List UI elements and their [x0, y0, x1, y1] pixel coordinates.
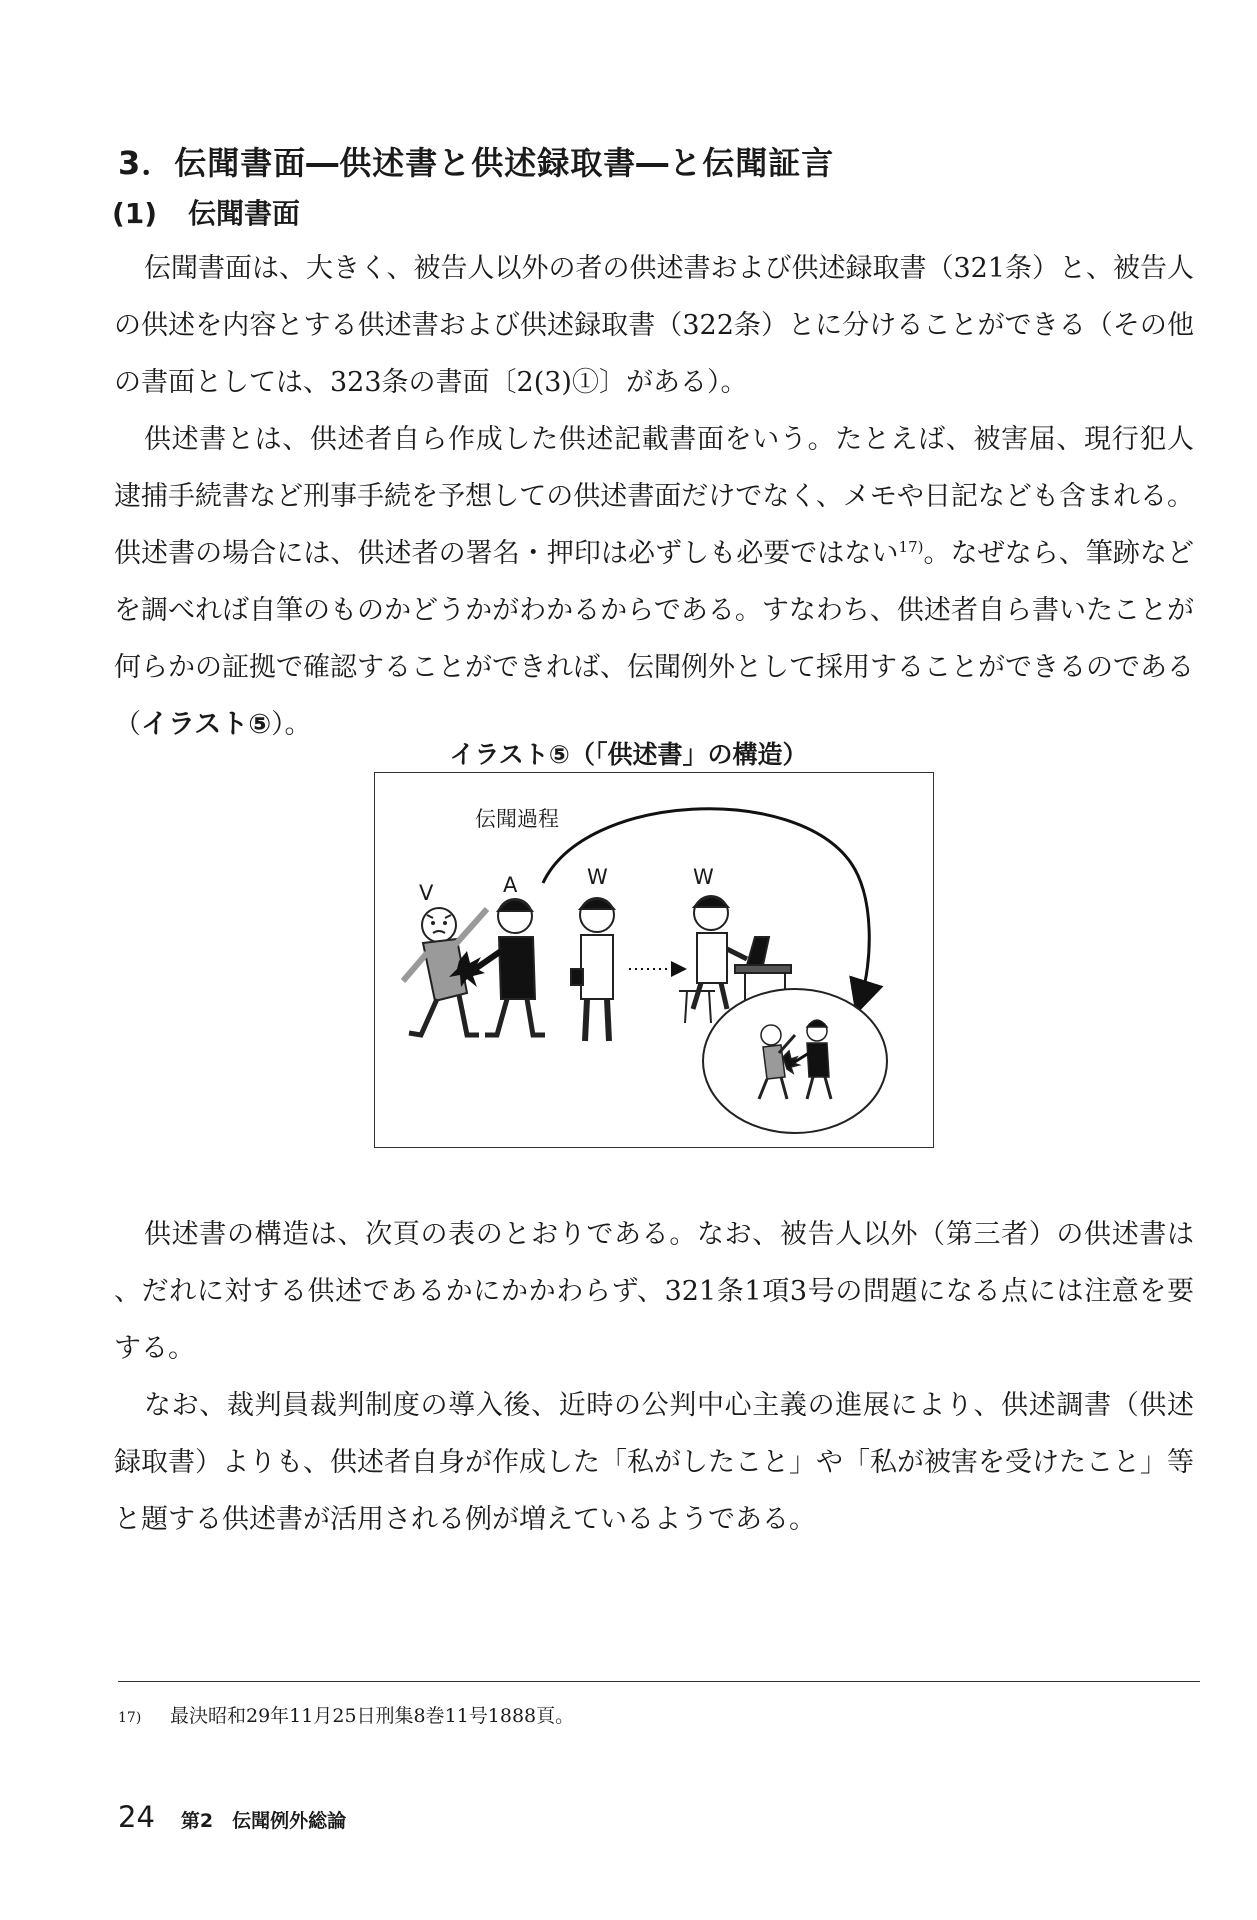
footnote-ref-17[interactable]: 17)	[898, 538, 924, 556]
assailant-figure	[475, 899, 545, 1035]
paragraph-4: なお、裁判員裁判制度の導入後、近時の公判中心主義の進展により、供述調書（供述録取書）よりも、供述者自身が作成した「私がしたこと」や「私が被害を受けたこと」等と題する供述書が活用される例が増えているようである。	[114, 1390, 1194, 1535]
chapter-title: 第2 伝聞例外総論	[180, 1810, 347, 1832]
illustration-box	[374, 772, 934, 1148]
paragraph-2-part-b: 。なぜなら、筆跡などを調べれば自筆のものかどうかがわかるからである。すなわち、供述者自ら書いたことが何らかの証拠で確認することができれば、伝聞例外として採用することができるのである（	[114, 538, 1195, 740]
subsection-title-text: 伝聞書面	[188, 197, 301, 230]
label-hearsay-process: 伝聞過程	[475, 807, 559, 831]
footnote-mark: 17)	[118, 1710, 142, 1726]
footnote-divider	[118, 1681, 1200, 1682]
illustration-caption: イラスト⑤（「供述書」の構造）	[449, 740, 808, 769]
subsection-number: (1)	[112, 197, 158, 230]
paragraph-2-part-c: ）。	[271, 709, 312, 740]
label-w-writer: W	[693, 865, 714, 889]
label-a: A	[503, 873, 518, 897]
label-w-observer: W	[587, 865, 608, 889]
witness-observing-figure	[571, 898, 614, 1041]
paragraph-2	[114, 411, 1194, 753]
paragraph-3: 供述書の構造は、次頁の表のとおりである。なお、被告人以外（第三者）の供述書は、だれに対する供述であるかにかかわらず、321条1項3号の問題になる点には注意を要する。	[114, 1219, 1194, 1364]
page-footer	[118, 1800, 346, 1834]
body-text-lower	[114, 1206, 1194, 1548]
subsection-title	[112, 192, 300, 232]
body-text-upper	[114, 240, 1194, 753]
label-v: V	[419, 881, 434, 905]
illustration-reference: イラスト⑤	[141, 709, 272, 740]
paragraph-2-part-a: 供述書とは、供述者自ら作成した供述記載書面をいう。たとえば、被害届、現行犯人逮捕手続書など刑事手続を予想しての供述書面だけでなく、メモや日記なども含まれる。供述書の場合には、供述者の署名・押印は必ずしも必要ではない	[114, 424, 1194, 569]
footnote-17	[118, 1701, 574, 1728]
page-number: 24	[118, 1800, 155, 1834]
paragraph-1: 伝聞書面は、大きく、被告人以外の者の供述書および供述録取書（321条）と、被告人の供述を内容とする供述書および供述録取書（322条）とに分けることができる（その他の書面としては、323条の書面〔2(3)①〕がある）。	[114, 253, 1194, 398]
section-title: 3．伝聞書面―供述書と供述録取書―と伝聞証言	[118, 144, 835, 182]
footnote-text: 最決昭和29年11月25日刑集8巻11号1888頁。	[170, 1705, 575, 1727]
illustration-drawing	[375, 773, 932, 1146]
